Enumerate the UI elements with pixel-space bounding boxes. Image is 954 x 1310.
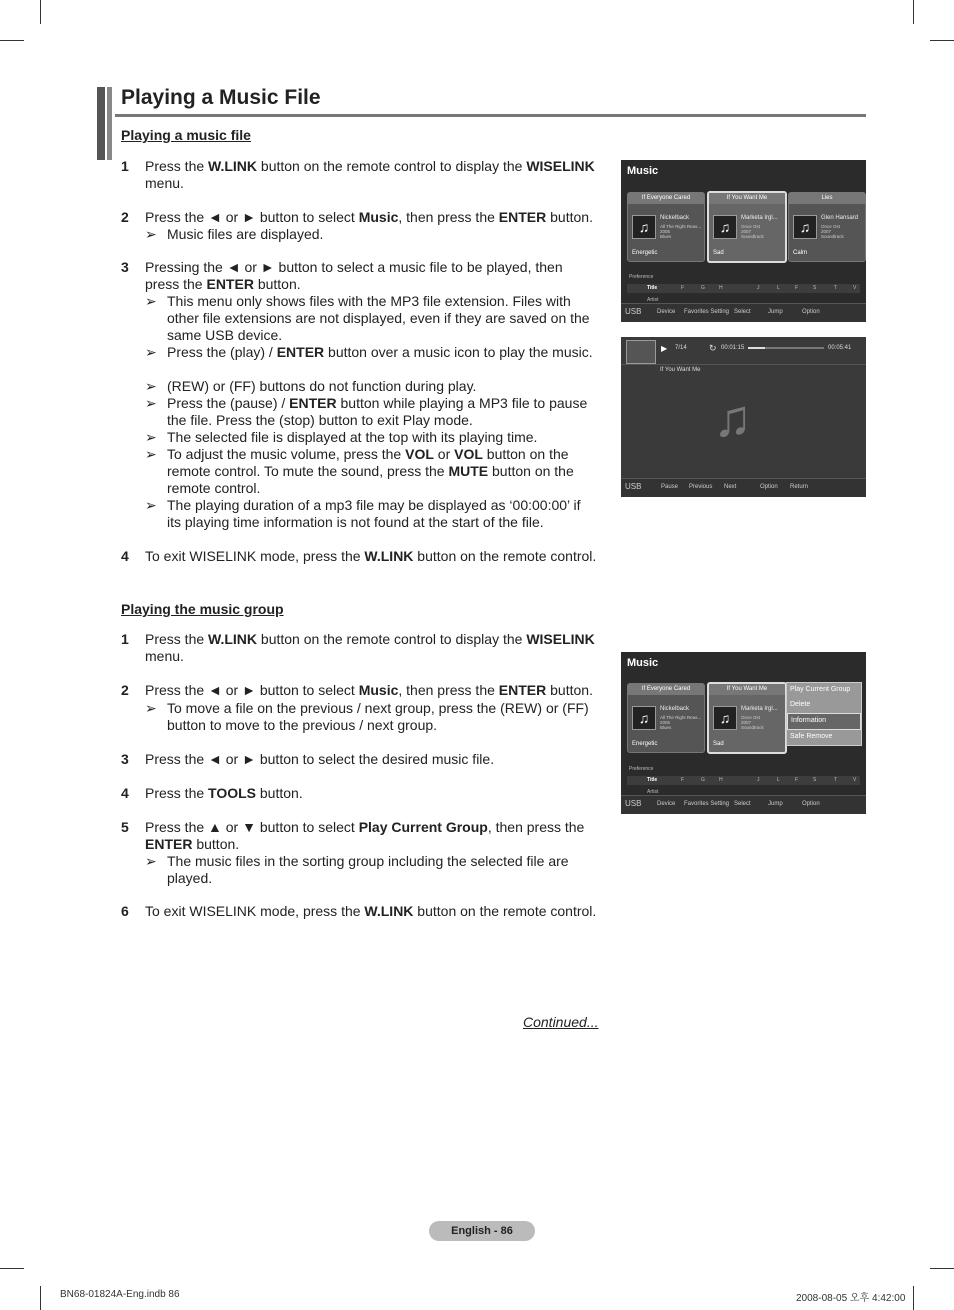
bar-device[interactable]: Device <box>657 801 676 807</box>
music-group-screen <box>621 652 866 814</box>
card-artist: Nickelback <box>660 215 690 221</box>
sort-letter: F <box>795 777 799 783</box>
arrow-icon: ➢ <box>145 497 157 513</box>
arrow-icon: ➢ <box>145 293 157 309</box>
note-text: The music files in the sorting group including the selected file are played. <box>167 853 569 886</box>
crop-mark <box>930 1268 954 1269</box>
music-note-icon: ♫ <box>632 706 656 730</box>
arrow-icon: ➢ <box>145 446 157 462</box>
usb-label: USB <box>625 799 642 808</box>
sort-letter: L <box>777 285 780 291</box>
arrow-icon: ➢ <box>145 378 157 394</box>
sort-current: Title <box>647 285 658 291</box>
control-bar <box>621 478 866 497</box>
note <box>145 446 600 496</box>
note-text: Press the (pause) / ENTER button while playing a MP3 file to pause the file. Press the (stop) button to exit Play mode. <box>167 395 588 428</box>
music-note-icon: ♫ <box>793 215 817 239</box>
card-artist: Marketa Irgl... <box>741 706 778 712</box>
bar-jump[interactable]: Jump <box>768 309 783 315</box>
crop-mark <box>0 40 24 41</box>
sort-letter: F <box>681 285 685 291</box>
tools-popup <box>786 682 862 746</box>
progress-track <box>748 347 824 349</box>
popup-item-safe-remove[interactable]: Safe Remove <box>790 733 833 740</box>
repeat-icon: ↻ <box>709 343 717 353</box>
note-text: (REW) or (FF) buttons do not function during play. <box>167 378 477 394</box>
now-playing-screen <box>621 337 866 497</box>
step-text: Press the ◄ or ► button to select Music, then press the ENTER button. <box>145 682 593 698</box>
step-number: 6 <box>121 903 129 919</box>
note <box>145 226 600 243</box>
card-info: Once Ost 2007 Soundtrack <box>821 224 844 239</box>
sort-letter: H <box>719 777 723 783</box>
usb-label: USB <box>625 482 642 491</box>
music-browser-screen <box>621 160 866 322</box>
step-number: 3 <box>121 751 129 767</box>
note-text: Press the (play) / ENTER button over a music icon to play the music. <box>167 344 593 360</box>
card-mood: Calm <box>793 250 808 256</box>
note <box>145 853 600 886</box>
step-number: 2 <box>121 209 129 225</box>
sort-bar[interactable] <box>627 776 860 785</box>
header-bar <box>107 87 112 160</box>
crop-mark <box>0 1268 24 1269</box>
track-number: 7/14 <box>675 345 687 351</box>
note-text: The selected file is displayed at the top with its playing time. <box>167 429 538 445</box>
step-number: 5 <box>121 819 129 835</box>
note <box>145 497 600 530</box>
elapsed-time: 00:01:15 <box>721 345 745 351</box>
step-text: To exit WISELINK mode, press the W.LINK button on the remote control. <box>145 903 597 919</box>
music-note-icon: ♫ <box>713 706 737 730</box>
page-badge: English - 86 <box>429 1221 535 1241</box>
music-card[interactable] <box>788 192 866 262</box>
note <box>145 429 600 446</box>
music-note-icon: ♫ <box>713 390 752 448</box>
sort-letter: V <box>853 777 857 783</box>
sort-artist: Artist <box>647 789 659 795</box>
bar-previous[interactable]: Previous <box>689 484 713 490</box>
footer-date: 2008-08-05 오후 4:42:00 <box>796 1293 906 1304</box>
card-mood: Energetic <box>632 741 658 747</box>
popup-item-delete[interactable]: Delete <box>790 701 811 708</box>
continued-link[interactable]: Continued... <box>523 1014 599 1030</box>
note <box>145 378 600 395</box>
title-rule <box>115 114 866 117</box>
sort-letter: S <box>813 777 817 783</box>
step-text: Press the W.LINK button on the remote control to display the WISELINK menu. <box>145 158 595 191</box>
bar-select[interactable]: Select <box>734 309 751 315</box>
arrow-icon: ➢ <box>145 344 157 360</box>
sort-letter: V <box>853 285 857 291</box>
music-note-icon: ♫ <box>632 215 656 239</box>
bar-option[interactable]: Option <box>802 309 820 315</box>
card-mood: Energetic <box>632 250 658 256</box>
bar-pause[interactable]: Pause <box>661 484 679 490</box>
sort-current: Title <box>647 777 658 783</box>
note <box>145 293 600 343</box>
sort-preference: Preference <box>629 766 654 772</box>
crop-mark <box>40 0 41 24</box>
card-title: If You Want Me <box>709 193 785 204</box>
bar-favorites[interactable]: Favorites Setting <box>684 801 730 807</box>
bar-favorites[interactable]: Favorites Setting <box>684 309 730 315</box>
arrow-icon: ➢ <box>145 700 157 716</box>
sort-letter: L <box>777 777 780 783</box>
note-text: The playing duration of a mp3 file may be displayed as ‘00:00:00’ if its playing time information is not found at the start of the file. <box>167 497 581 530</box>
card-title: Lies <box>789 193 865 204</box>
arrow-icon: ➢ <box>145 429 157 445</box>
step-text: Press the TOOLS button. <box>145 785 303 801</box>
card-title: If Everyone Cared <box>628 193 704 204</box>
step-number: 4 <box>121 785 129 801</box>
arrow-icon: ➢ <box>145 395 157 411</box>
note-text: To move a file on the previous / next group, press the (REW) or (FF) button to move to the previous / next group. <box>167 700 589 733</box>
card-artist: Glen Hansard <box>821 215 859 221</box>
note-text: This menu only shows files with the MP3 file extension. Files with other file extensions are not displayed, even if they are saved on the same USB device. <box>167 293 590 343</box>
bar-select[interactable]: Select <box>734 801 751 807</box>
card-title: If You Want Me <box>709 684 785 695</box>
sort-letter: F <box>681 777 685 783</box>
music-card-selected[interactable] <box>707 682 787 754</box>
note <box>145 395 600 428</box>
music-card-selected[interactable] <box>707 191 787 263</box>
music-card[interactable] <box>627 192 705 262</box>
crop-mark <box>930 40 954 41</box>
sort-bar[interactable] <box>627 284 860 293</box>
step-number: 1 <box>121 158 129 174</box>
control-bar <box>621 795 866 814</box>
divider <box>621 364 866 365</box>
total-time: 00:05:41 <box>828 345 852 351</box>
progress-fill <box>748 347 765 349</box>
album-art <box>626 340 656 364</box>
usb-label: USB <box>625 307 642 316</box>
music-card[interactable] <box>627 683 705 753</box>
sort-letter: H <box>719 285 723 291</box>
arrow-icon: ➢ <box>145 226 157 242</box>
screen-header: Music <box>627 657 659 669</box>
card-info: Once Ost 2007 Soundtrack <box>741 715 764 730</box>
sort-letter: G <box>701 777 705 783</box>
page-title: Playing a Music File <box>121 86 321 109</box>
card-info: Once Ost 2007 Soundtrack <box>741 224 764 239</box>
step-text: Press the ▲ or ▼ button to select Play Current Group, then press the ENTER button. <box>145 819 585 852</box>
bar-option[interactable]: Option <box>802 801 820 807</box>
note-text: Music files are displayed. <box>167 226 324 242</box>
sort-letter: S <box>813 285 817 291</box>
note <box>145 344 600 361</box>
screen-header: Music <box>627 165 659 177</box>
sort-letter: F <box>795 285 799 291</box>
sort-letter: T <box>834 777 838 783</box>
card-info: All The Right Reas... 2005 Blues <box>660 224 702 239</box>
play-icon: ▶ <box>661 344 668 353</box>
card-title: If Everyone Cared <box>628 684 704 695</box>
section-heading: Playing a music file <box>121 127 251 143</box>
control-bar <box>621 303 866 322</box>
song-title: If You Want Me <box>660 367 701 373</box>
bar-jump[interactable]: Jump <box>768 801 783 807</box>
card-artist: Marketa Irgl... <box>741 215 778 221</box>
step-text: To exit WISELINK mode, press the W.LINK button on the remote control. <box>145 548 597 564</box>
bar-return[interactable]: Return <box>790 484 809 490</box>
sort-letter: G <box>701 285 705 291</box>
card-mood: Sad <box>713 741 724 747</box>
step-number: 3 <box>121 259 129 275</box>
step-text: Press the W.LINK button on the remote control to display the WISELINK menu. <box>145 631 595 664</box>
header-bar <box>97 87 105 160</box>
card-info: All The Right Reas... 2005 Blues <box>660 715 702 730</box>
sort-preference: Preference <box>629 274 654 280</box>
sort-letter: T <box>834 285 838 291</box>
sort-letter: J <box>757 285 760 291</box>
bar-option[interactable]: Option <box>760 484 778 490</box>
card-mood: Sad <box>713 250 724 256</box>
crop-mark <box>913 0 914 24</box>
popup-item-play-group[interactable]: Play Current Group <box>790 686 851 693</box>
footer-file: BN68-01824A-Eng.indb 86 <box>60 1289 180 1300</box>
step-number: 1 <box>121 631 129 647</box>
step-text: Pressing the ◄ or ► button to select a music file to be played, then press the ENTER button. <box>145 259 563 292</box>
crop-mark <box>40 1286 41 1310</box>
music-note-icon: ♫ <box>713 215 737 239</box>
crop-mark <box>913 1286 914 1310</box>
step-number: 4 <box>121 548 129 564</box>
arrow-icon: ➢ <box>145 853 157 869</box>
note-text: To adjust the music volume, press the VOL or VOL button on the remote control. To mute the sound, press the MUTE button on the remote control. <box>167 446 574 496</box>
card-artist: Nickelback <box>660 706 690 712</box>
section-heading: Playing the music group <box>121 601 284 617</box>
sort-artist: Artist <box>647 297 659 303</box>
note <box>145 700 600 733</box>
step-text: Press the ◄ or ► button to select Music, then press the ENTER button. <box>145 209 593 225</box>
bar-next[interactable]: Next <box>724 484 737 490</box>
step-number: 2 <box>121 682 129 698</box>
step-text: Press the ◄ or ► button to select the desired music file. <box>145 751 495 767</box>
bar-device[interactable]: Device <box>657 309 676 315</box>
popup-item-information[interactable]: Information <box>787 713 861 730</box>
sort-letter: J <box>757 777 760 783</box>
